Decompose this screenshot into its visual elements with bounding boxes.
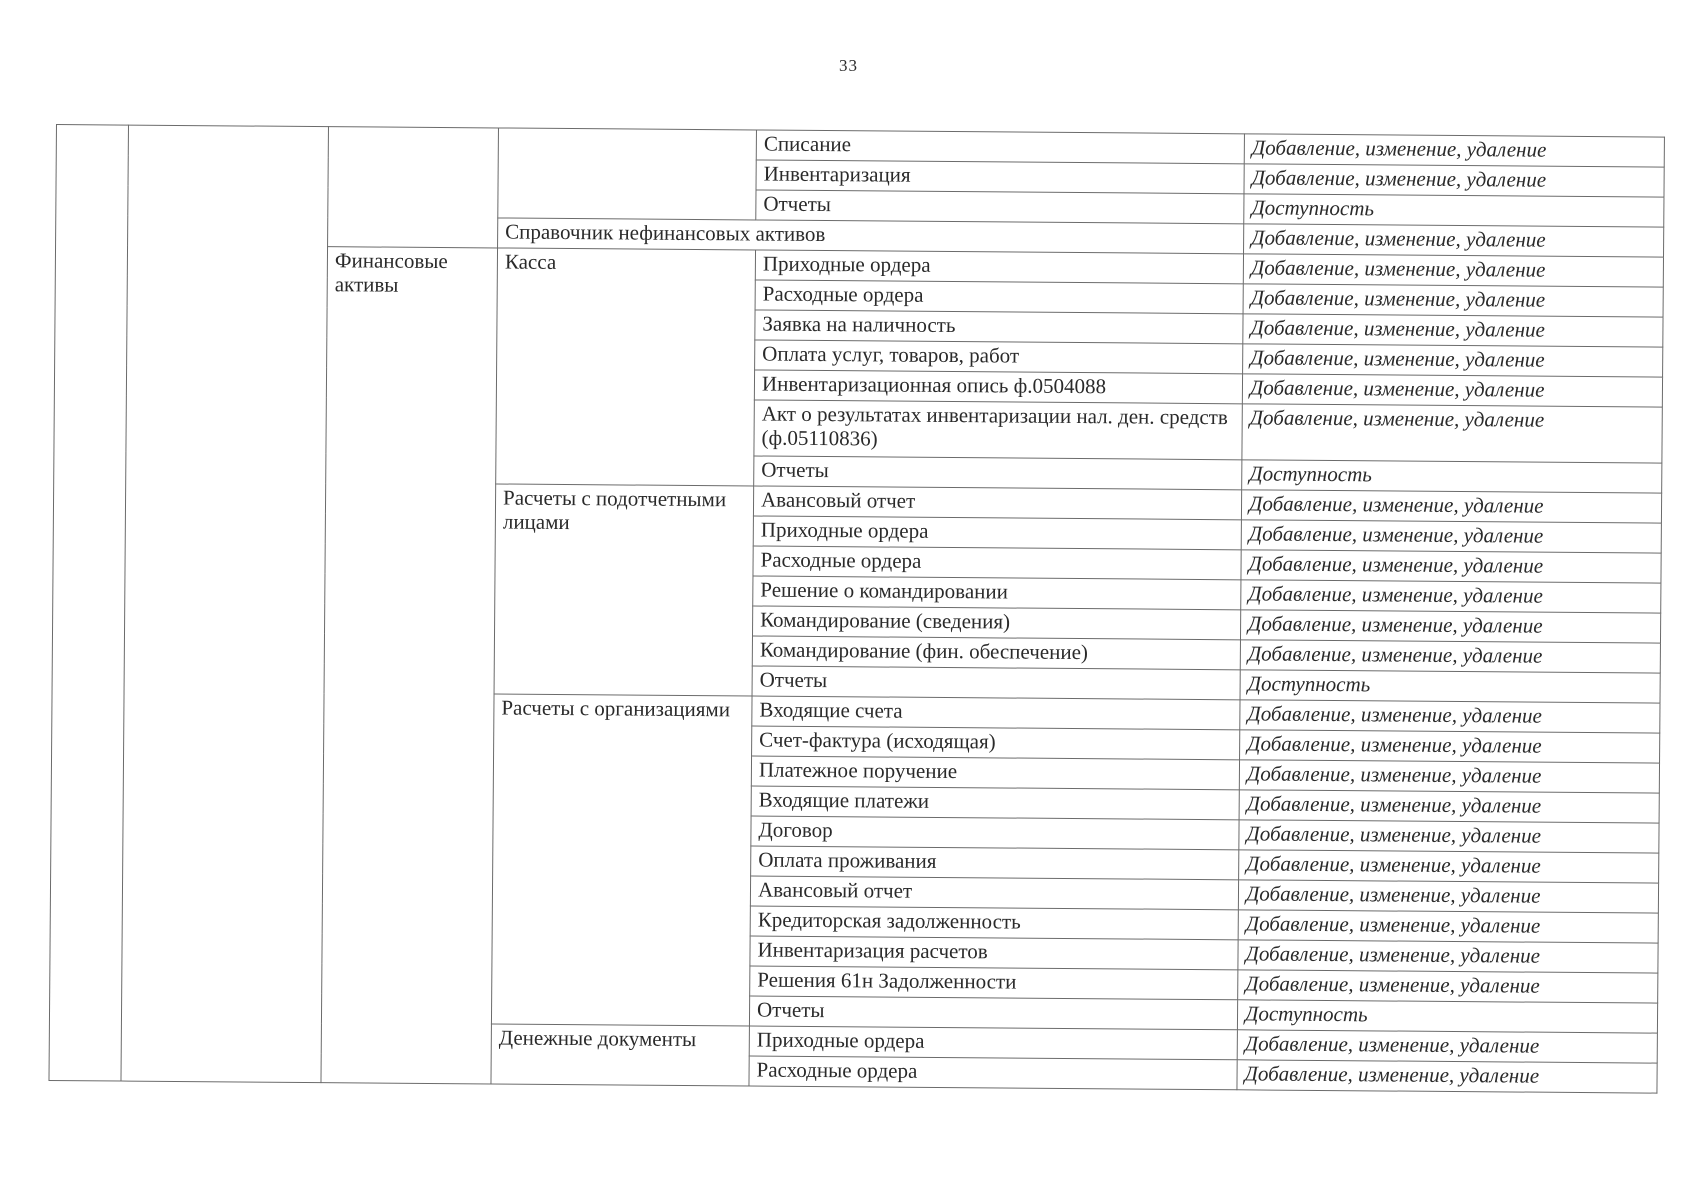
permission-cell: Добавление, изменение, удаление xyxy=(1240,640,1660,673)
permission-cell: Добавление, изменение, удаление xyxy=(1243,254,1663,287)
item-cell: Заявка на наличность xyxy=(755,310,1243,344)
item-cell: Договор xyxy=(751,816,1239,850)
item-cell: Приходные ордера xyxy=(753,516,1241,550)
permission-cell: Добавление, изменение, удаление xyxy=(1238,970,1658,1003)
permission-cell: Добавление, изменение, удаление xyxy=(1237,1030,1657,1063)
blank-section-cell xyxy=(328,127,499,248)
permission-cell: Доступность xyxy=(1240,670,1660,703)
item-cell: Отчеты xyxy=(752,666,1240,700)
item-cell: Акт о результатах инвентаризации нал. ден. средств (ф.05110836) xyxy=(754,400,1242,460)
permission-cell: Добавление, изменение, удаление xyxy=(1244,224,1664,257)
blank-column-1 xyxy=(49,125,129,1082)
item-cell: Приходные ордера xyxy=(755,250,1243,284)
item-cell: Приходные ордера xyxy=(749,1026,1237,1060)
blank-column-2 xyxy=(121,125,329,1083)
permission-cell: Добавление, изменение, удаление xyxy=(1238,880,1658,913)
item-cell: Отчеты xyxy=(749,996,1237,1030)
permission-cell: Доступность xyxy=(1244,194,1664,227)
permission-cell: Добавление, изменение, удаление xyxy=(1241,520,1661,553)
item-cell: Счет-фактура (исходящая) xyxy=(752,726,1240,760)
group-label: Расчеты с подотчетными лицами xyxy=(494,484,754,696)
item-cell: Расходные ордера xyxy=(755,280,1243,314)
permission-cell: Добавление, изменение, удаление xyxy=(1241,550,1661,583)
permission-cell: Добавление, изменение, удаление xyxy=(1243,284,1663,317)
item-cell: Отчеты xyxy=(756,190,1244,224)
item-cell: Инвентаризационная опись ф.0504088 xyxy=(754,370,1242,404)
group-label: Расчеты с организациями xyxy=(491,694,752,1026)
permission-cell: Добавление, изменение, удаление xyxy=(1239,790,1659,823)
item-cell: Входящие счета xyxy=(752,696,1240,730)
item-cell: Оплата услуг, товаров, работ xyxy=(755,340,1243,374)
permission-cell: Добавление, изменение, удаление xyxy=(1237,1060,1657,1093)
item-cell: Расходные ордера xyxy=(749,1056,1237,1090)
group-label: Денежные документы xyxy=(491,1024,749,1086)
permission-cell: Доступность xyxy=(1242,460,1662,493)
permissions-table-body xyxy=(49,125,1664,1094)
permission-cell: Добавление, изменение, удаление xyxy=(1244,134,1664,167)
blank-group-cell xyxy=(498,128,757,220)
item-cell: Списание xyxy=(756,130,1244,164)
permission-cell: Добавление, изменение, удаление xyxy=(1244,164,1664,197)
item-cell: Авансовый отчет xyxy=(753,486,1241,520)
item-cell: Расходные ордера xyxy=(753,546,1241,580)
permission-cell: Добавление, изменение, удаление xyxy=(1243,344,1663,377)
permission-cell: Добавление, изменение, удаление xyxy=(1240,610,1660,643)
item-cell: Решения 61н Задолженности xyxy=(750,966,1238,1000)
permission-cell: Доступность xyxy=(1237,1000,1657,1033)
permission-cell: Добавление, изменение, удаление xyxy=(1242,374,1662,407)
item-cell: Авансовый отчет xyxy=(750,876,1238,910)
item-cell: Решение о командировании xyxy=(753,576,1241,610)
permission-cell: Добавление, изменение, удаление xyxy=(1242,404,1662,463)
permission-cell: Добавление, изменение, удаление xyxy=(1241,490,1661,523)
item-cell: Инвентаризация расчетов xyxy=(750,936,1238,970)
permission-cell: Добавление, изменение, удаление xyxy=(1239,760,1659,793)
permission-cell: Добавление, изменение, удаление xyxy=(1238,940,1658,973)
item-cell: Отчеты xyxy=(754,456,1242,490)
permissions-table xyxy=(48,124,1664,1094)
permission-cell: Добавление, изменение, удаление xyxy=(1243,314,1663,347)
section-label-financial-assets: Финансовые активы xyxy=(321,247,498,1084)
page-number: 33 xyxy=(839,56,858,75)
permission-cell: Добавление, изменение, удаление xyxy=(1240,730,1660,763)
item-cell: Командирование (сведения) xyxy=(753,606,1241,640)
nonfin-assets-reference-cell: Справочник нефинансовых активов xyxy=(498,218,1244,254)
item-cell: Оплата проживания xyxy=(751,846,1239,880)
permission-cell: Добавление, изменение, удаление xyxy=(1241,580,1661,613)
permission-cell: Добавление, изменение, удаление xyxy=(1238,910,1658,943)
item-cell: Командирование (фин. обеспечение) xyxy=(752,636,1240,670)
permission-cell: Добавление, изменение, удаление xyxy=(1239,820,1659,853)
item-cell: Входящие платежи xyxy=(751,786,1239,820)
group-label: Касса xyxy=(496,248,756,486)
permission-cell: Добавление, изменение, удаление xyxy=(1240,700,1660,733)
item-cell: Платежное поручение xyxy=(751,756,1239,790)
permission-cell: Добавление, изменение, удаление xyxy=(1239,850,1659,883)
item-cell: Кредиторская задолженность xyxy=(750,906,1238,940)
item-cell: Инвентаризация xyxy=(756,160,1244,194)
